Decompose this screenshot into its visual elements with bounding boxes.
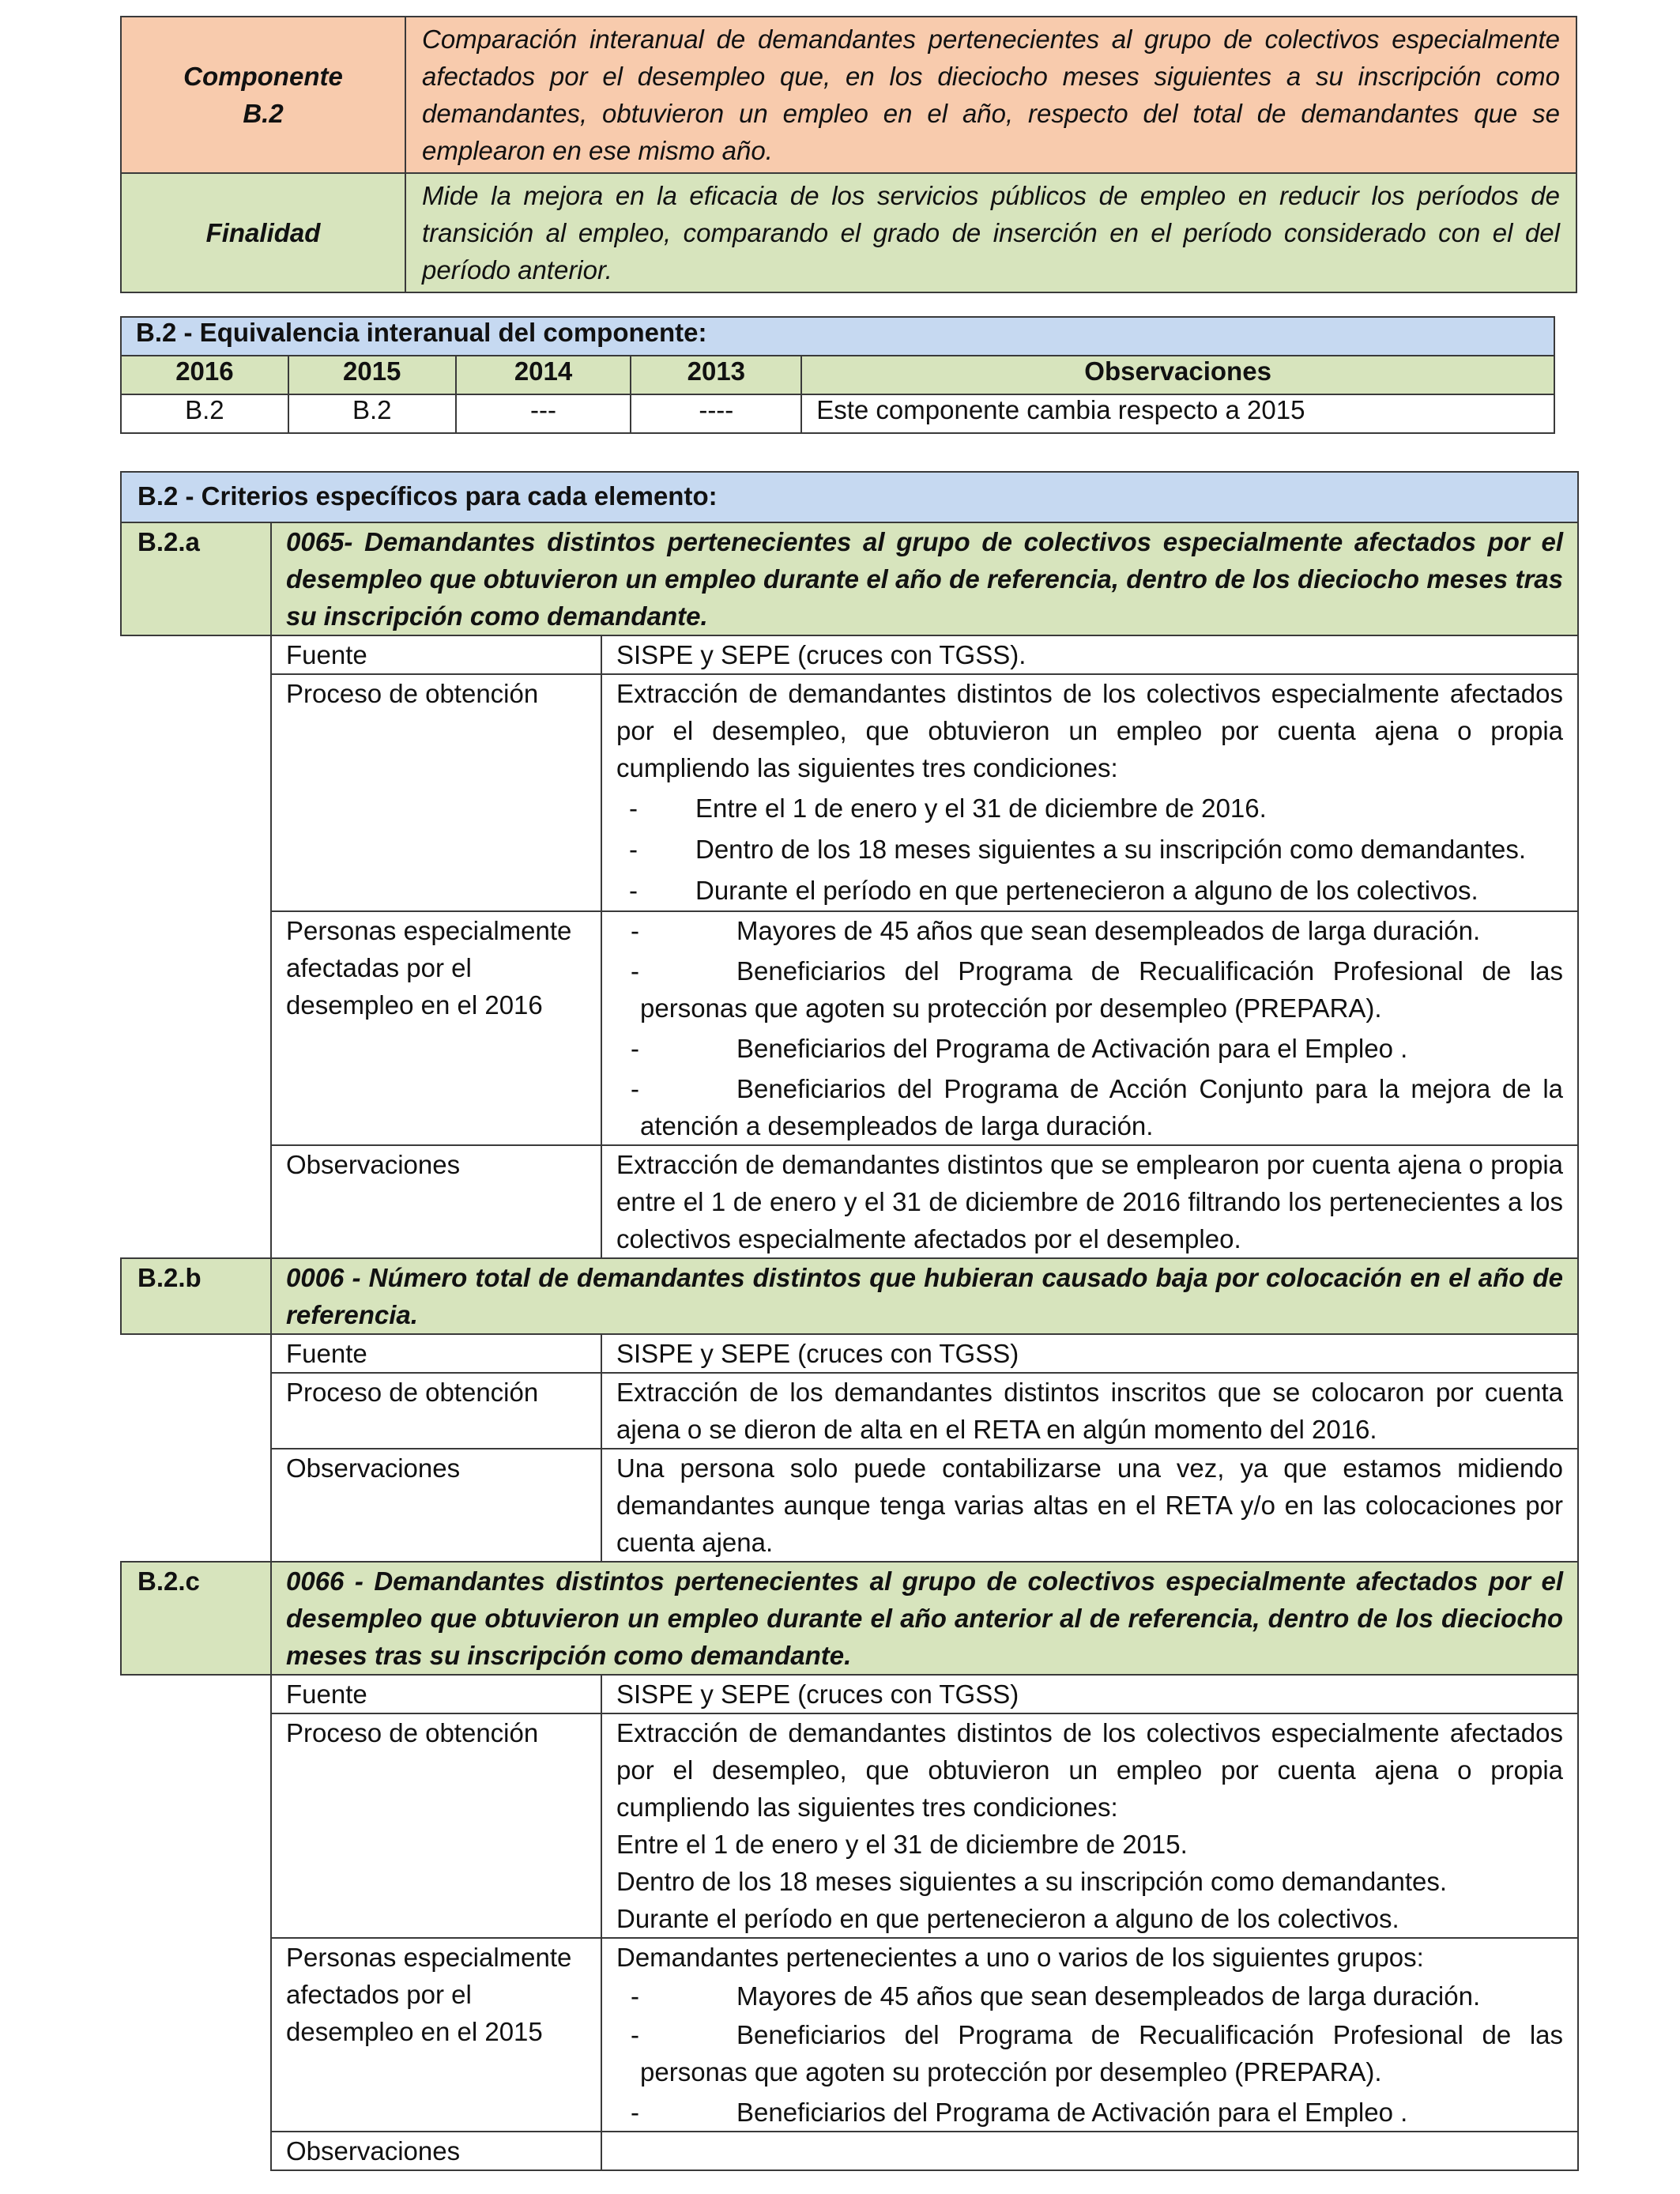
element-id: B.2.c [121,1562,271,1675]
observaciones-label: Observaciones [271,1145,601,1258]
list-item: - Mayores de 45 años que sean desempleados de larga duración. [631,916,1481,945]
element-header-row [121,1258,1578,1334]
observaciones-value: Extracción de demandantes distintos que se emplearon por cuenta ajena o propia entre el 1 de enero y el 31 de diciembre de 2016 filtrando los pertenecientes a los colectivos especialmente afectados por el desempleo. [601,1145,1578,1258]
equivalence-title: B.2 - Equivalencia interanual del componente: [121,317,1554,356]
fuente-label: Fuente [271,1675,601,1713]
proceso-value [601,674,1578,911]
list-item: - Beneficiarios del Programa de Activación para el Empleo . [631,1034,1408,1063]
fuente-row [121,1675,1578,1713]
fuente-label: Fuente [271,635,601,674]
header-observaciones: Observaciones [801,356,1554,394]
proceso-intro: Extracción de demandantes distintos de los colectivos especialmente afectados por el desempleo, que obtuvieron un empleo por cuenta ajena o propia cumpliendo las siguientes tres condiciones: [616,1718,1564,1822]
proceso-label: Proceso de obtención [271,1373,601,1449]
observaciones-value [601,2132,1578,2170]
personas-value [601,911,1578,1145]
personas-row [121,1938,1578,2132]
proceso-value: Extracción de los demandantes distintos inscritos que se colocaron por cuenta ajena o se dieron de alta en el RETA en algún momento del 2016. [601,1373,1578,1449]
proceso-value [601,1713,1578,1938]
list-item: - Entre el 1 de enero y el 31 de diciembre de 2016. [629,794,1267,823]
element-header-row [121,1562,1578,1675]
fuente-label: Fuente [271,1334,601,1373]
spacer-cell [121,2132,271,2170]
cell-2014: --- [456,394,631,433]
proceso-label: Proceso de obtención [271,1713,601,1938]
criteria-title-row [121,472,1578,522]
element-heading: 0006 - Número total de demandantes distintos que hubieran causado baja por colocación en el año de referencia. [271,1258,1578,1334]
header-2015: 2015 [288,356,456,394]
list-item: - Beneficiarios del Programa de Recualificación Profesional de las personas que agoten su protección por desempleo (PREPARA). [631,2020,1564,2087]
equivalence-header-row [121,356,1554,394]
list-item: - Durante el período en que pertenecieron a alguno de los colectivos. [629,876,1478,905]
component-description: Comparación interanual de demandantes pertenecientes al grupo de colectivos especialmente afectados por el desempleo que, en los dieciocho meses siguientes a su inscripción como demandantes, obtuvieron un empleo en el año, respecto del total de demandantes que se emplearon en ese mismo año. [405,17,1576,173]
purpose-label: Finalidad [121,173,405,292]
observaciones-value: Una persona solo puede contabilizarse una vez, ya que estamos midiendo demandantes aunque tenga varias altas en el RETA y/o en las colocaciones por cuenta ajena. [601,1449,1578,1562]
proceso-line: Entre el 1 de enero y el 31 de diciembre de 2015. [616,1830,1188,1859]
spacer-cell [121,635,271,674]
observaciones-label: Observaciones [271,1449,601,1562]
element-header-row [121,522,1578,635]
criteria-title: B.2 - Criterios específicos para cada elemento: [121,472,1578,522]
element-heading: 0065- Demandantes distintos pertenecientes al grupo de colectivos especialmente afectados por el desempleo que obtuvieron un empleo durante el año de referencia, dentro de los dieciocho meses tras su inscripción como demandante. [271,522,1578,635]
component-row [121,17,1576,173]
spacer-cell [121,1675,271,1713]
component-label-line2: B.2 [243,99,284,128]
proceso-row [121,674,1578,911]
fuente-row [121,635,1578,674]
purpose-row [121,173,1576,292]
spacer-cell [121,1145,271,1258]
proceso-intro: Extracción de demandantes distintos de los colectivos especialmente afectados por el desempleo, que obtuvieron un empleo por cuenta ajena o propia cumpliendo las siguientes tres condiciones: [616,679,1564,782]
spacer-cell [121,1334,271,1373]
equivalence-data-row [121,394,1554,433]
personas-intro: Demandantes pertenecientes a uno o varios de los siguientes grupos: [616,1943,1424,1972]
spacer-cell [121,1373,271,1449]
cell-2015: B.2 [288,394,456,433]
fuente-value: SISPE y SEPE (cruces con TGSS). [601,635,1578,674]
proceso-label: Proceso de obtención [271,674,601,911]
spacer-cell [121,1449,271,1562]
fuente-value: SISPE y SEPE (cruces con TGSS) [601,1334,1578,1373]
header-2016: 2016 [121,356,288,394]
personas-value [601,1938,1578,2132]
cell-2013: ---- [631,394,801,433]
spacer-cell [121,1713,271,1938]
element-id: B.2.b [121,1258,271,1334]
cell-2016: B.2 [121,394,288,433]
personas-row [121,911,1578,1145]
list-item: - Mayores de 45 años que sean desempleados de larga duración. [631,1981,1481,2011]
element-heading: 0066 - Demandantes distintos pertenecientes al grupo de colectivos especialmente afectados por el desempleo que obtuvieron un empleo durante el año anterior al de referencia, dentro de los dieciocho meses tras su inscripción como demandante. [271,1562,1578,1675]
header-2013: 2013 [631,356,801,394]
proceso-line: Dentro de los 18 meses siguientes a su inscripción como demandantes. [616,1867,1448,1896]
list-item: - Beneficiarios del Programa de Activación para el Empleo . [631,2098,1408,2127]
equivalence-table [120,316,1555,434]
personas-label: Personas especialmente afectados por el desempleo en el 2015 [271,1938,601,2132]
fuente-row [121,1334,1578,1373]
proceso-line: Durante el período en que pertenecieron a alguno de los colectivos. [616,1904,1399,1933]
observaciones-row [121,1145,1578,1258]
criteria-table [120,471,1579,2171]
fuente-value: SISPE y SEPE (cruces con TGSS) [601,1675,1578,1713]
component-label-line1: Componente [183,62,343,91]
list-item: - Beneficiarios del Programa de Recualificación Profesional de las personas que agoten su protección por desempleo (PREPARA). [631,956,1564,1023]
equivalence-title-row [121,317,1554,356]
header-2014: 2014 [456,356,631,394]
spacer-cell [121,911,271,1145]
proceso-row [121,1373,1578,1449]
personas-label: Personas especialmente afectadas por el desempleo en el 2016 [271,911,601,1145]
observaciones-row [121,1449,1578,1562]
list-item: - Beneficiarios del Programa de Acción Conjunto para la mejora de la atención a desempleados de larga duración. [631,1074,1564,1140]
spacer-cell [121,1938,271,2132]
purpose-text: Mide la mejora en la eficacia de los servicios públicos de empleo en reducir los períodos de transición al empleo, comparando el grado de inserción en el período considerado con el del período anterior. [405,173,1576,292]
spacer-cell [121,674,271,911]
observaciones-label: Observaciones [271,2132,601,2170]
cell-observaciones: Este componente cambia respecto a 2015 [801,394,1554,433]
component-table [120,16,1577,293]
element-id: B.2.a [121,522,271,635]
proceso-row [121,1713,1578,1938]
list-item: - Dentro de los 18 meses siguientes a su inscripción como demandantes. [629,835,1527,864]
observaciones-row [121,2132,1578,2170]
component-label [121,17,405,173]
